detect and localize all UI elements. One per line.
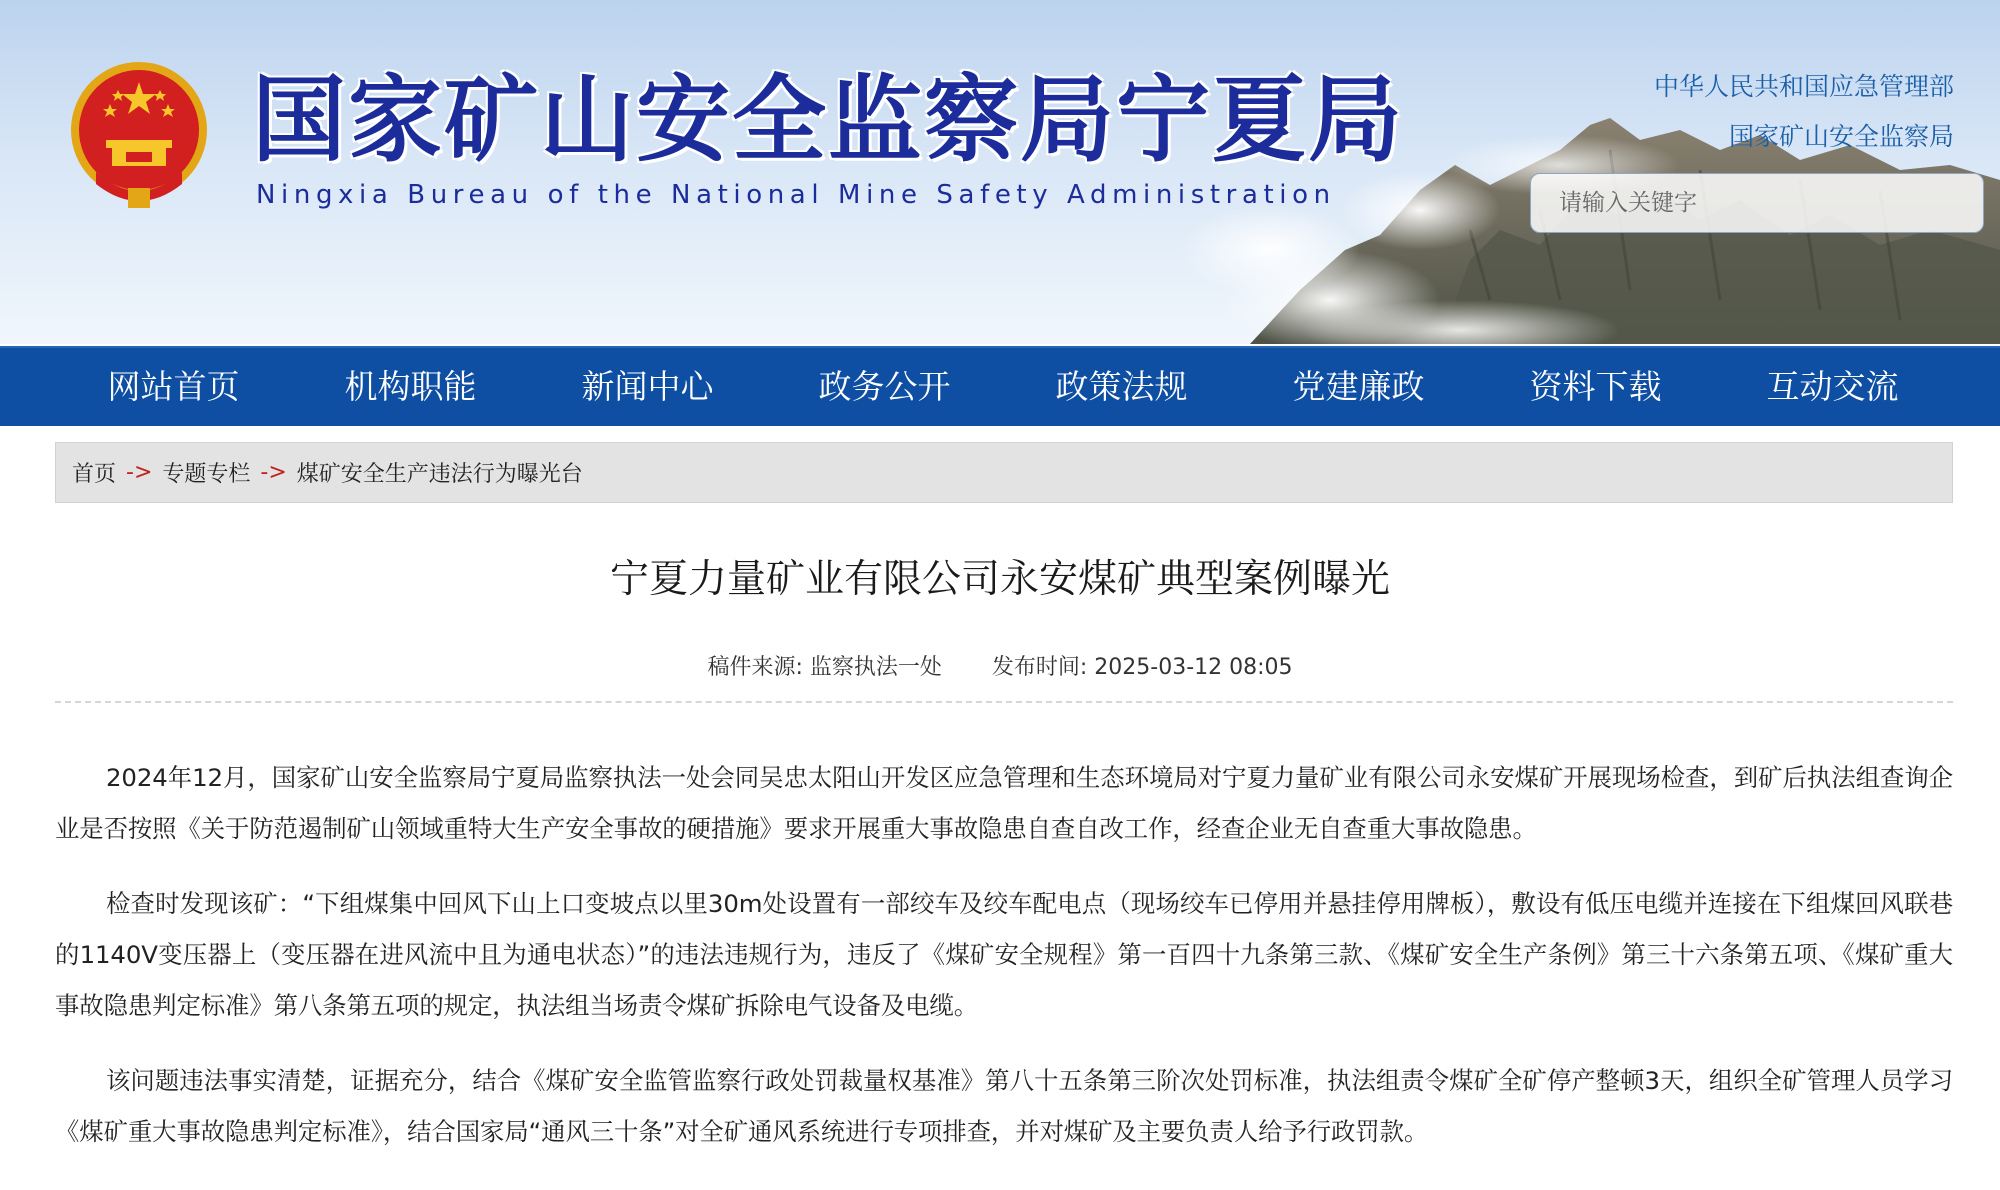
top-links: [1654, 62, 1954, 162]
breadcrumb-separator: ->: [260, 460, 287, 485]
breadcrumb: [55, 442, 1953, 503]
source-label: 稿件来源:: [707, 655, 803, 680]
article-body: [55, 752, 1953, 1181]
breadcrumb-separator: ->: [126, 460, 153, 485]
publish-date: 2025-03-12 08:05: [1094, 655, 1293, 680]
nav-party-building[interactable]: 党建廉政: [1292, 367, 1425, 406]
nav-home[interactable]: 网站首页: [107, 367, 240, 406]
article-paragraph: 该问题违法事实清楚，证据充分，结合《煤矿安全监管监察行政处罚裁量权基准》第八十五条第三阶次处罚标准，执法组责令煤矿全矿停产整顿3天，组织全矿管理人员学习《煤矿重大事故隐患判定标准》，结合国家局“通风三十条”对全矿通风系统进行专项排查，并对煤矿及主要负责人给予行政罚款。: [55, 1066, 1953, 1146]
breadcrumb-home[interactable]: 首页: [72, 462, 117, 487]
site-title: 国家矿山安全监察局宁夏局: [252, 65, 1405, 175]
nav-policies[interactable]: 政策法规: [1055, 367, 1188, 406]
national-emblem-icon: [66, 60, 212, 214]
search-input[interactable]: [1531, 174, 1983, 232]
article-meta: [0, 650, 2000, 681]
source-value: 监察执法一处: [809, 655, 942, 680]
nav-government-affairs[interactable]: 政务公开: [818, 367, 951, 406]
site-subtitle: Ningxia Bureau of the National Mine Safety Administration: [256, 180, 1336, 210]
site-header: [0, 0, 2000, 344]
breadcrumb-special-column[interactable]: 专题专栏: [162, 462, 251, 487]
link-ministry-of-emergency[interactable]: 中华人民共和国应急管理部: [1653, 72, 1954, 101]
nav-interaction[interactable]: 互动交流: [1766, 367, 1899, 406]
article-paragraph: 2024年12月，国家矿山安全监察局宁夏局监察执法一处会同吴忠太阳山开发区应急管理和生态环境局对宁夏力量矿业有限公司永安煤矿开展现场检查，到矿后执法组查询企业是否按照《关于防范遏制矿山领域重特大生产安全事故的硬措施》要求开展重大事故隐患自查自改工作，经查企业无自查重大事故隐患。: [55, 763, 1953, 843]
search-box: [1530, 173, 1984, 233]
breadcrumb-exposure-platform[interactable]: 煤矿安全生产违法行为曝光台: [296, 462, 583, 487]
nav-organization[interactable]: 机构职能: [344, 367, 477, 406]
date-label: 发布时间:: [991, 655, 1088, 680]
nav-downloads[interactable]: 资料下载: [1529, 367, 1662, 406]
article-paragraph: 检查时发现该矿：“下组煤集中回风下山上口变坡点以里30m处设置有一部绞车及绞车配电点（现场绞车已停用并悬挂停用牌板），敷设有低压电缆并连接在下组煤回风联巷的1140V变压器上（变压器在进风流中且为通电状态）”的违法违规行为，违反了《煤矿安全规程》第一百四十九条第三款、《煤矿安全生产条例》第三十六条第五项、《煤矿重大事故隐患判定标准》第八条第五项的规定，执法组当场责令煤矿拆除电气设备及电缆。: [55, 889, 1953, 1020]
nav-news[interactable]: 新闻中心: [581, 367, 714, 406]
main-nav: [0, 346, 2000, 426]
divider: [55, 701, 1953, 703]
article-title: 宁夏力量矿业有限公司永安煤矿典型案例曝光: [609, 557, 1390, 602]
link-national-mine-safety[interactable]: 国家矿山安全监察局: [1728, 122, 1954, 151]
